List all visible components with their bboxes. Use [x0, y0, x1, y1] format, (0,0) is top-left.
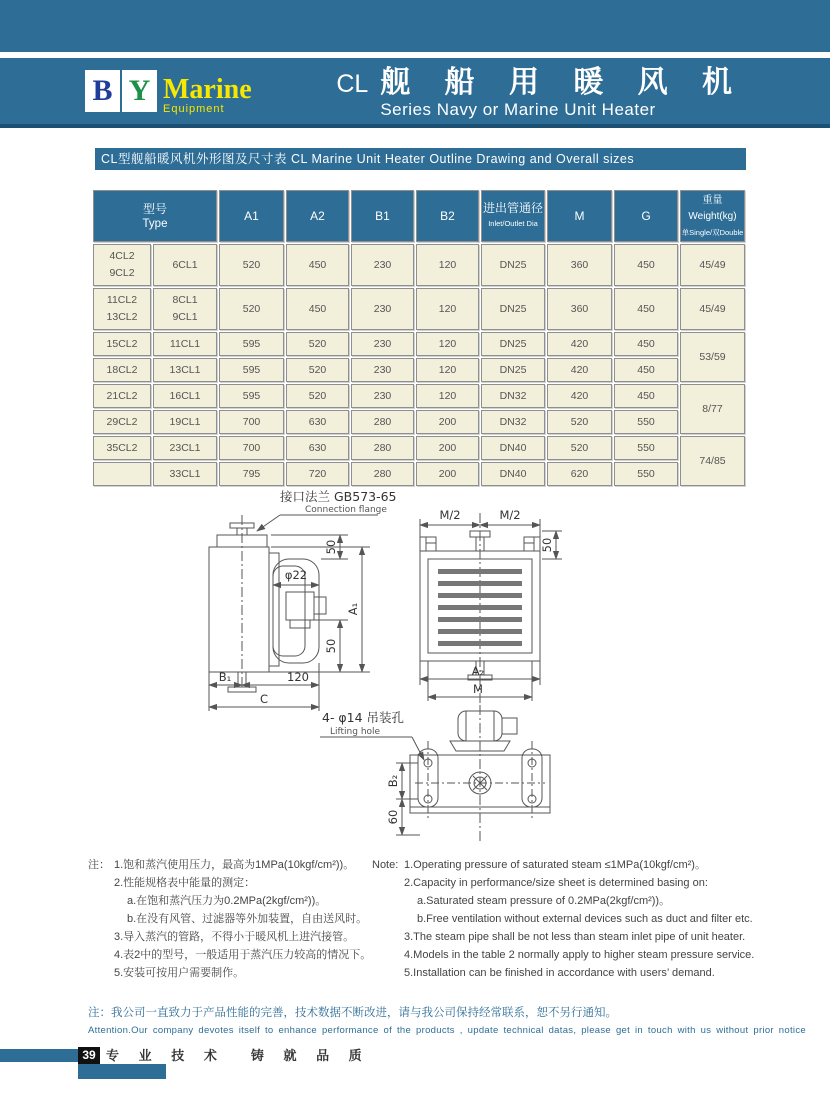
cell-b2: 200 — [416, 410, 479, 434]
cell-a2: 450 — [286, 244, 349, 286]
front-view-drawing — [420, 508, 562, 705]
dim-front-50: 50 — [540, 537, 554, 553]
cell-b2: 120 — [416, 288, 479, 330]
flange-callout-en: Connection flange — [305, 505, 387, 515]
cell-type-double: 15CL2 — [93, 332, 151, 356]
note-line: 4.Models in the table 2 normally apply to higher steam pressure service. — [404, 949, 755, 961]
cell-a2: 520 — [286, 358, 349, 382]
notes-chinese — [88, 856, 400, 982]
cell-g: 450 — [614, 332, 678, 356]
cell-type-single: 33CL1 — [153, 462, 217, 486]
cell-g: 450 — [614, 358, 678, 382]
table-row — [93, 332, 745, 356]
dim-m-half-right: M/2 — [499, 508, 521, 522]
dim-m-half-left: M/2 — [439, 508, 461, 522]
column-header: 型号 Type — [93, 190, 217, 242]
table-row — [93, 410, 745, 434]
cell-a1: 700 — [219, 436, 284, 460]
cell-b1: 230 — [351, 358, 414, 382]
table-row — [93, 384, 745, 408]
cell-g: 450 — [614, 384, 678, 408]
logo-letter-box-b — [85, 70, 120, 112]
dim-top-50: 50 — [324, 539, 338, 555]
cell-type-single: 6CL1 — [153, 244, 217, 286]
cell-inlet-outlet-dia: DN40 — [481, 462, 545, 486]
logo-letter-b: B — [92, 74, 113, 107]
cell-b2: 120 — [416, 332, 479, 356]
note-line: b.Free ventilation without external devices such as duct and filter etc. — [417, 913, 753, 925]
series-code: CL — [336, 70, 369, 98]
title-chinese: 舰 船 用 暖 风 机 — [380, 66, 745, 99]
dim-60: 60 — [386, 809, 400, 825]
flange-callout-cn: 接口法兰 GB573-65 — [280, 489, 397, 504]
title-english: Series Navy or Marine Unit Heater — [380, 100, 656, 119]
header-top-band — [0, 0, 830, 52]
cell-m: 420 — [547, 358, 612, 382]
cell-a1: 595 — [219, 332, 284, 356]
note-line: 5.Installation can be finished in accordance with users’ demand. — [404, 967, 715, 979]
cell-b2: 120 — [416, 358, 479, 382]
size-table-wrap — [91, 188, 747, 488]
note-line: 5.安装可按用户需要制作。 — [114, 967, 245, 979]
cell-m: 520 — [547, 436, 612, 460]
cell-inlet-outlet-dia: DN32 — [481, 384, 545, 408]
dim-b1: B₁ — [218, 670, 232, 684]
attention-en: Attention.Our company devotes itself to enhance performance of the products , update technical datas, please get in touch with us without prior notice — [88, 1025, 806, 1036]
column-header: A1 — [219, 190, 284, 242]
notes-en-lines — [404, 856, 764, 982]
lifting-hole-callout-en: Lifting hole — [330, 727, 381, 737]
cell-type-single: 16CL1 — [153, 384, 217, 408]
cell-b1: 280 — [351, 410, 414, 434]
cell-inlet-outlet-dia: DN25 — [481, 244, 545, 286]
table-row — [93, 288, 745, 330]
column-header: M — [547, 190, 612, 242]
size-table — [91, 188, 747, 488]
notes-cn-lines — [114, 856, 400, 982]
footer-bar-under — [78, 1064, 166, 1079]
cell-type-single: 11CL1 — [153, 332, 217, 356]
cell-b1: 230 — [351, 332, 414, 356]
column-header: A2 — [286, 190, 349, 242]
lifting-hole-callout-cn: 4- φ14 吊装孔 — [322, 710, 405, 725]
cell-g: 550 — [614, 436, 678, 460]
cell-a2: 520 — [286, 332, 349, 356]
note-line: 2.Capacity in performance/size sheet is determined basing on: — [404, 877, 708, 889]
cell-b2: 200 — [416, 436, 479, 460]
note-line: b.在没有风管、过滤器等外加装置，自由送风时。 — [127, 913, 368, 925]
cell-inlet-outlet-dia: DN25 — [481, 358, 545, 382]
cell-b1: 230 — [351, 288, 414, 330]
cell-inlet-outlet-dia: DN40 — [481, 436, 545, 460]
column-header: G — [614, 190, 678, 242]
cell-type-double: 4CL2 9CL2 — [93, 244, 151, 286]
section-title-bar: CL型舰船暖风机外形图及尺寸表 CL Marine Unit Heater Outline Drawing and Overall sizes — [95, 148, 746, 170]
cell-b1: 230 — [351, 384, 414, 408]
note-line: 1.饱和蒸汽使用压力，最高为1MPa(10kgf/cm²))。 — [114, 859, 355, 871]
cell-type-double: 21CL2 — [93, 384, 151, 408]
cell-type-single: 19CL1 — [153, 410, 217, 434]
dim-hole-dia: φ22 — [284, 568, 308, 582]
logo-letter-y: Y — [128, 74, 151, 107]
cell-a1: 520 — [219, 288, 284, 330]
cell-a2: 450 — [286, 288, 349, 330]
cell-a2: 630 — [286, 436, 349, 460]
cell-a2: 630 — [286, 410, 349, 434]
company-logo — [85, 70, 252, 115]
cell-g: 450 — [614, 288, 678, 330]
note-line: 2.性能规格表中能量的测定： — [114, 877, 256, 889]
cell-b2: 120 — [416, 384, 479, 408]
cell-m: 520 — [547, 410, 612, 434]
cell-m: 620 — [547, 462, 612, 486]
cell-g: 450 — [614, 244, 678, 286]
top-view-drawing — [320, 705, 550, 843]
cell-weight: 8/77 — [680, 384, 745, 434]
cell-a2: 720 — [286, 462, 349, 486]
cell-m: 420 — [547, 384, 612, 408]
cell-type-double: 29CL2 — [93, 410, 151, 434]
cell-b2: 120 — [416, 244, 479, 286]
attention-cn: 注：我公司一直致力于产品性能的完善，技术数据不断改进，请与我公司保持经常联系，恕不另行通知。 — [88, 1007, 617, 1019]
size-table-body — [93, 244, 745, 486]
footer-slogan — [106, 1047, 370, 1064]
cell-a1: 700 — [219, 410, 284, 434]
table-row — [93, 244, 745, 286]
side-view-drawing — [209, 489, 397, 711]
cell-b1: 280 — [351, 462, 414, 486]
cell-weight: 45/49 — [680, 288, 745, 330]
note-line: 3.导入蒸汽的管路，不得小于暖风机上进汽接管。 — [114, 931, 355, 943]
size-table-header-row — [93, 190, 745, 242]
column-header: B1 — [351, 190, 414, 242]
cell-weight: 45/49 — [680, 244, 745, 286]
note-line: a.在饱和蒸汽压力为0.2MPa(2kgf/cm²))。 — [127, 895, 327, 907]
notes-english — [372, 856, 764, 982]
cell-m: 360 — [547, 288, 612, 330]
cell-g: 550 — [614, 462, 678, 486]
cell-weight: 74/85 — [680, 436, 745, 486]
cell-m: 360 — [547, 244, 612, 286]
cell-weight: 53/59 — [680, 332, 745, 382]
column-header: B2 — [416, 190, 479, 242]
outline-drawings — [90, 455, 760, 855]
cell-type-single: 8CL1 9CL1 — [153, 288, 217, 330]
note-line: 3.The steam pipe shall be not less than steam inlet pipe of unit heater. — [404, 931, 746, 943]
page-number: 39 — [78, 1047, 100, 1064]
note-line: 1.Operating pressure of saturated steam ≤1MPa(10kgf/cm²)。 — [404, 859, 706, 871]
dim-120: 120 — [287, 670, 309, 684]
footer-bar-left — [0, 1049, 78, 1062]
attention-note — [88, 1005, 806, 1039]
cell-inlet-outlet-dia: DN32 — [481, 410, 545, 434]
cell-b1: 280 — [351, 436, 414, 460]
footer-slogan-left: 专 业 技 术 — [106, 1048, 225, 1063]
column-header: 进出管通径 Inlet/Outlet Dia — [481, 190, 545, 242]
cell-type-double: 11CL2 13CL2 — [93, 288, 151, 330]
logo-wordmark — [163, 70, 252, 115]
cell-type-double: 18CL2 — [93, 358, 151, 382]
footer-slogan-right: 铸 就 品 质 — [250, 1048, 370, 1063]
cell-a1: 595 — [219, 358, 284, 382]
dim-c: C — [259, 692, 269, 706]
logo-letter-box-y — [122, 70, 157, 112]
dim-m: M — [473, 682, 483, 696]
cell-inlet-outlet-dia: DN25 — [481, 332, 545, 356]
header-band — [0, 58, 830, 128]
cell-b1: 230 — [351, 244, 414, 286]
dim-b2: B₂ — [386, 774, 400, 788]
cell-a1: 520 — [219, 244, 284, 286]
cell-b2: 200 — [416, 462, 479, 486]
notes-en-label: Note: — [372, 859, 399, 871]
cell-type-single: 23CL1 — [153, 436, 217, 460]
table-row — [93, 358, 745, 382]
cell-m: 420 — [547, 332, 612, 356]
cell-inlet-outlet-dia: DN25 — [481, 288, 545, 330]
page-title — [336, 66, 745, 120]
logo-subtitle: Equipment — [163, 103, 225, 115]
column-header: 重量Weight(kg) 单Single/双Double — [680, 190, 745, 242]
cell-a2: 520 — [286, 384, 349, 408]
cell-g: 550 — [614, 410, 678, 434]
cell-type-double: 35CL2 — [93, 436, 151, 460]
notes-cn-label: 注： — [88, 859, 110, 871]
note-line: a.Saturated steam pressure of 0.2MPa(2kgf/cm²))。 — [417, 895, 671, 907]
cell-a1: 795 — [219, 462, 284, 486]
note-line: 4.表2中的型号，一般适用于蒸汽压力较高的情况下。 — [114, 949, 372, 961]
dim-height-a1: A₁ — [346, 602, 360, 616]
dim-a2: A₂ — [471, 664, 485, 678]
cell-a1: 595 — [219, 384, 284, 408]
cell-type-single: 13CL1 — [153, 358, 217, 382]
dim-bottom-50: 50 — [324, 638, 338, 654]
logo-name: Marine — [163, 74, 252, 105]
